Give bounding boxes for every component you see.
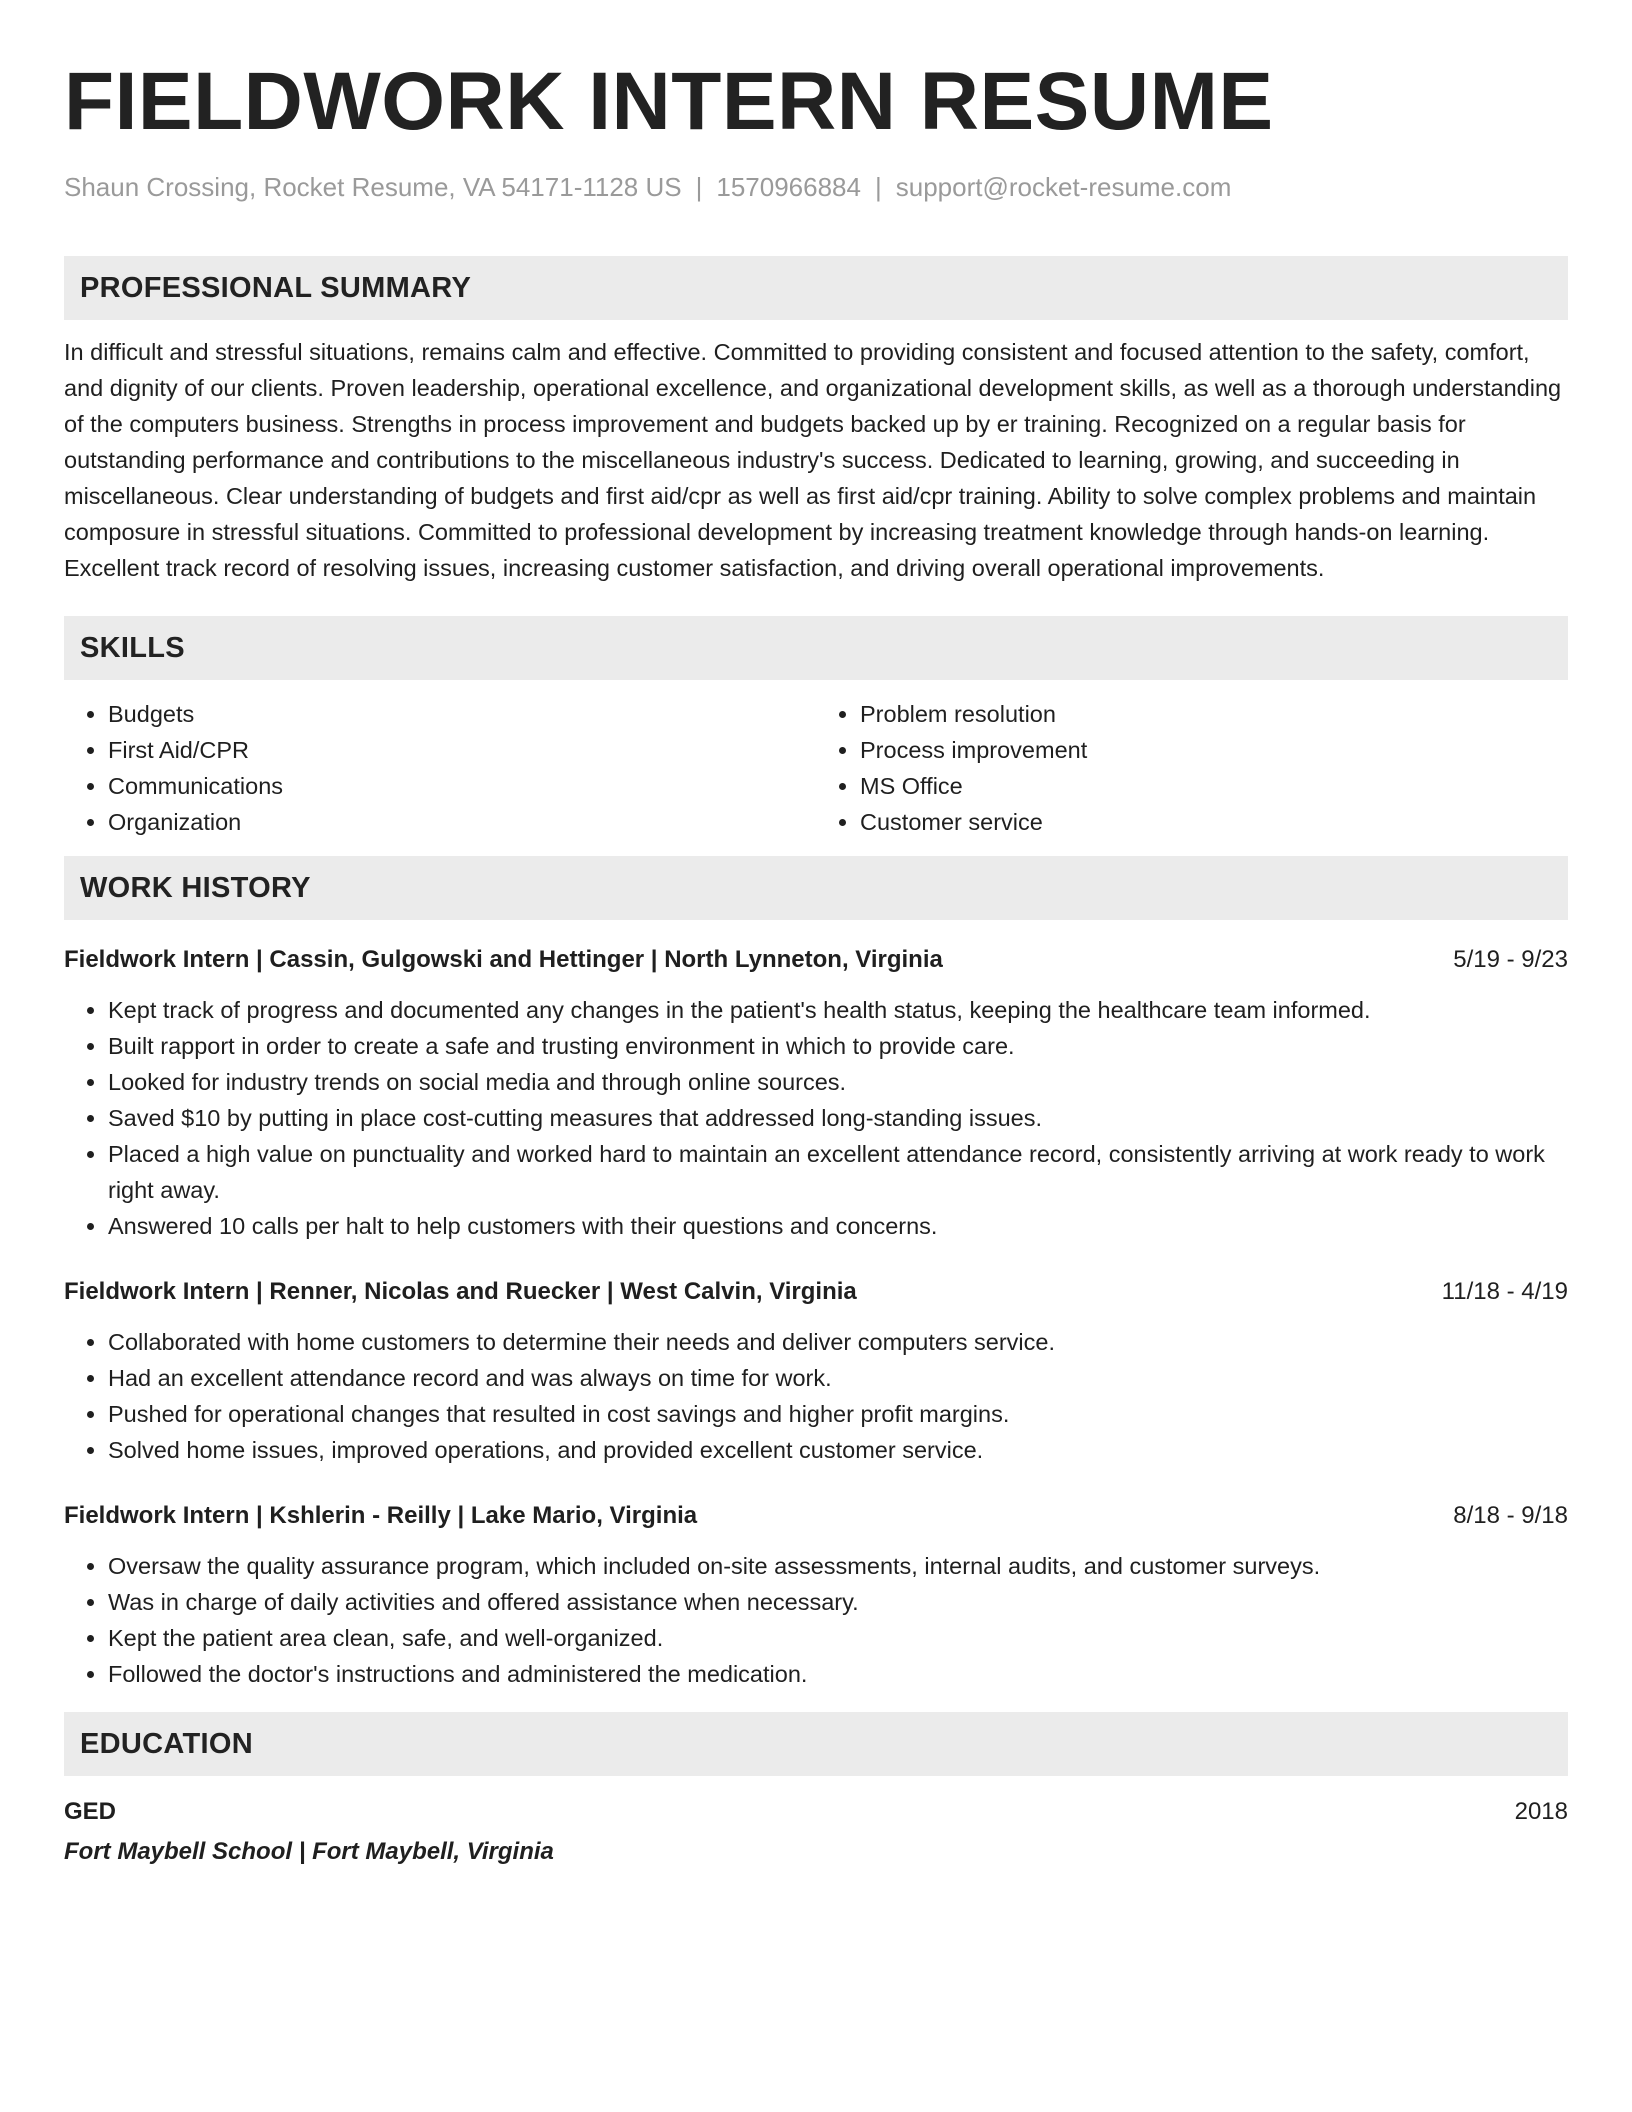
contact-email: support@rocket-resume.com [895,172,1232,202]
job-entry [64,942,1568,1244]
job-title: Fieldwork Intern | Renner, Nicolas and Ruecker | West Calvin, Virginia [64,1278,857,1305]
job-bullet: • Kept track of progress and documented any changes in the patient's health status, keeping the healthcare team informed. [108,992,1568,1028]
job-bullet: • Was in charge of daily activities and offered assistance when necessary. [108,1584,1568,1620]
education-entry [64,1794,1568,1870]
job-bullet: • Solved home issues, improved operations, and provided excellent customer service. [108,1432,1568,1468]
contact-address: Shaun Crossing, Rocket Resume, VA 54171-1128 US [64,172,682,202]
job-dates: 11/18 - 4/19 [1441,1278,1568,1305]
education-header [64,1794,1568,1830]
section-header-summary: PROFESSIONAL SUMMARY [64,256,1568,320]
skill-item: • Budgets [108,696,816,732]
skill-item: • Organization [108,804,816,840]
education-school: Fort Maybell School | Fort Maybell, Virginia [64,1838,554,1865]
skill-item: • Problem resolution [860,696,1568,732]
contact-separator: | [695,172,703,202]
skills-list [64,696,1568,840]
section-header-work-history: WORK HISTORY [64,856,1568,920]
job-header [64,942,1568,978]
contact-line [64,170,1568,204]
skill-item: • Process improvement [860,732,1568,768]
job-title: Fieldwork Intern | Cassin, Gulgowski and Hettinger | North Lynneton, Virginia [64,946,943,973]
skill-item: • Customer service [860,804,1568,840]
job-bullet: • Had an excellent attendance record and was always on time for work. [108,1360,1568,1396]
job-bullets [64,1324,1568,1468]
job-title: Fieldwork Intern | Kshlerin - Reilly | Lake Mario, Virginia [64,1502,698,1529]
summary-text: In difficult and stressful situations, remains calm and effective. Committed to providing consistent and focused attention to the safety, comfort, and dignity of our clients. Proven leadership, operational excellence, and organizational development skills, as well as a thorough understanding of the computers business. Strengths in process improvement and budgets backed up by er training. Recognized on a regular basis for outstanding performance and contributions to the miscellaneous industry's success. Dedicated to learning, growing, and succeeding in miscellaneous. Clear understanding of budgets and first aid/cpr as well as first aid/cpr training. Ability to solve complex problems and maintain composure in stressful situations. Committed to professional development by increasing treatment knowledge through hands-on learning. Excellent track record of resolving issues, increasing customer satisfaction, and driving overall operational improvements. [64,339,1562,581]
education-degree: GED [64,1798,117,1825]
job-bullet: • Placed a high value on punctuality and worked hard to maintain an excellent attendance record, consistently arriving at work ready to work right away. [108,1136,1568,1208]
section-header-skills: SKILLS [64,616,1568,680]
job-bullet: • Answered 10 calls per halt to help customers with their questions and concerns. [108,1208,1568,1244]
skills-column-right [816,696,1568,840]
job-bullets [64,992,1568,1244]
job-header [64,1498,1568,1534]
contact-separator: | [874,172,882,202]
job-bullet: • Built rapport in order to create a safe and trusting environment in which to provide care. [108,1028,1568,1064]
job-dates: 5/19 - 9/23 [1453,946,1568,973]
skills-column-left [64,696,816,840]
resume-title: FIELDWORK INTERN RESUME [64,56,1274,147]
skill-item: • MS Office [860,768,1568,804]
section-header-education: EDUCATION [64,1712,1568,1776]
job-bullet: • Pushed for operational changes that resulted in cost savings and higher profit margins. [108,1396,1568,1432]
job-bullet: • Followed the doctor's instructions and administered the medication. [108,1656,1568,1692]
job-bullet: • Saved $10 by putting in place cost-cutting measures that addressed long-standing issues. [108,1100,1568,1136]
job-header [64,1274,1568,1310]
job-entry [64,1498,1568,1692]
job-entry [64,1274,1568,1468]
job-bullet: • Oversaw the quality assurance program, which included on-site assessments, internal audits, and customer surveys. [108,1548,1568,1584]
skill-item: • First Aid/CPR [108,732,816,768]
job-bullet: • Kept the patient area clean, safe, and well-organized. [108,1620,1568,1656]
skill-item: • Communications [108,768,816,804]
job-dates: 8/18 - 9/18 [1453,1502,1568,1529]
education-year: 2018 [1514,1798,1568,1825]
contact-phone: 1570966884 [716,172,861,202]
job-bullet: • Collaborated with home customers to determine their needs and deliver computers service. [108,1324,1568,1360]
job-bullet: • Looked for industry trends on social media and through online sources. [108,1064,1568,1100]
job-bullets [64,1548,1568,1692]
